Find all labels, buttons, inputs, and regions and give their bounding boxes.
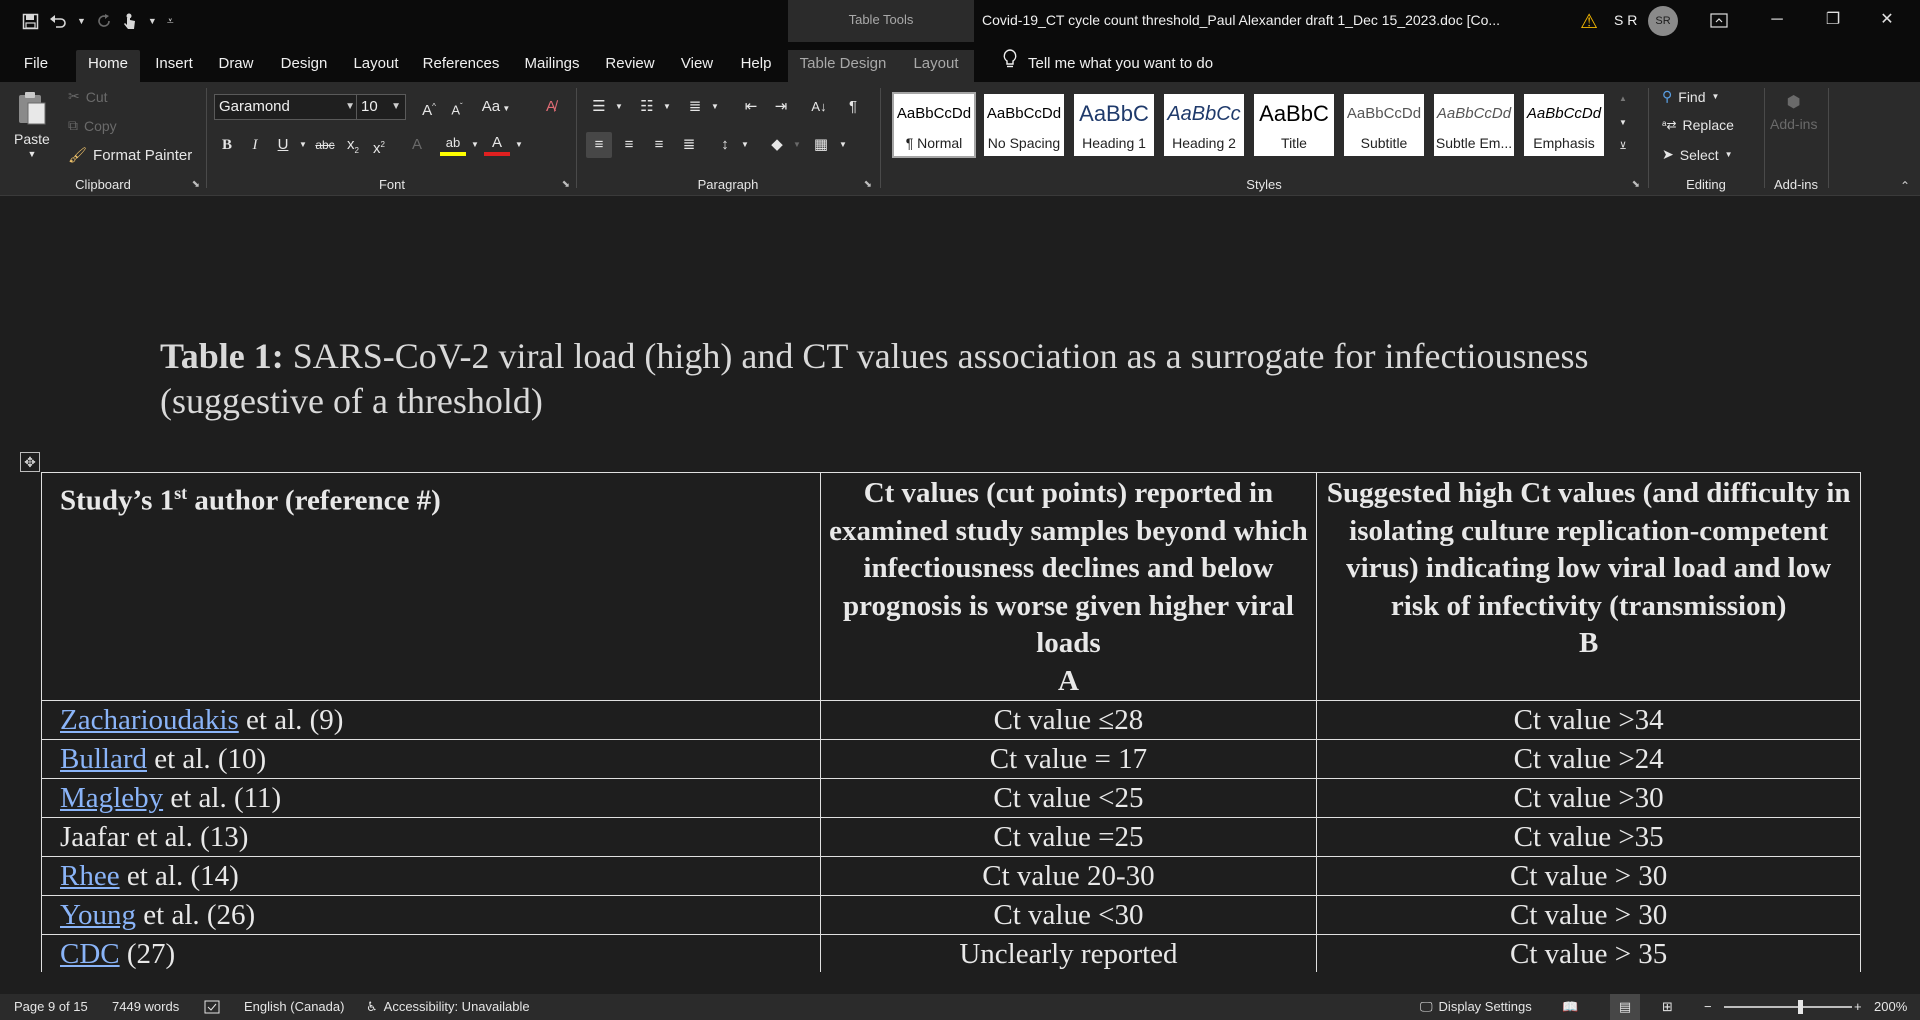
quick-access-toolbar	[22, 8, 174, 34]
styles-launcher-icon[interactable]: ⬊	[1631, 179, 1640, 190]
font-color-icon[interactable]: A	[484, 132, 510, 156]
document-canvas[interactable]	[0, 196, 1920, 972]
style-preview: AaBbCc	[1167, 103, 1241, 125]
close-icon[interactable]: ✕	[1880, 11, 1894, 28]
tab-mailings[interactable]: Mailings	[524, 55, 580, 72]
styles-scroll-up-icon[interactable]: ▲	[1619, 94, 1627, 103]
text-effects-icon: A	[411, 136, 422, 153]
addins-icon: ⬢	[1786, 94, 1801, 111]
cell-suggested-high-ct[interactable]: Ct value > 30	[1317, 857, 1861, 896]
header-text: Study’s 1	[60, 484, 175, 517]
find-dropdown-icon[interactable]: ▼	[1711, 92, 1720, 101]
tab-design[interactable]: Design	[280, 55, 328, 72]
grow-font-icon[interactable]: A^	[422, 102, 436, 119]
author-reference: et al. (11)	[163, 781, 282, 814]
title-bar	[0, 0, 1920, 42]
style-name: Emphasis	[1533, 135, 1595, 151]
numbering-icon[interactable]: ☷	[640, 98, 654, 115]
style-no-spacing[interactable]	[984, 94, 1064, 156]
borders-icon[interactable]: ▦	[813, 136, 829, 153]
table-move-handle-icon[interactable]: ✥	[20, 452, 40, 472]
align-center-icon[interactable]: ≡	[624, 136, 634, 153]
header-study-author[interactable]	[42, 473, 821, 701]
paste-button[interactable]	[14, 90, 50, 159]
warning-icon[interactable]: ⚠	[1580, 11, 1598, 33]
tab-file[interactable]: File	[23, 55, 49, 72]
style-normal[interactable]	[894, 94, 974, 156]
font-name-value: Garamond	[219, 98, 290, 115]
monitor-icon: 🖵	[1420, 999, 1433, 1014]
display-settings-button[interactable]	[1420, 994, 1532, 1020]
font-size-value: 10	[361, 98, 378, 115]
style-preview: AaBbC	[1079, 101, 1149, 126]
tell-me-search[interactable]	[1002, 50, 1213, 78]
print-layout-icon[interactable]: ▤	[1610, 994, 1640, 1020]
author-link[interactable]: Magleby	[60, 781, 164, 814]
cell-study-author[interactable]	[42, 779, 821, 818]
font-group-label: Font	[378, 177, 405, 192]
style-preview: AaBbCcDd	[896, 105, 972, 122]
style-preview: AaBbCcDd	[1436, 105, 1512, 122]
language[interactable]: English (Canada)	[244, 999, 345, 1014]
superscript-icon[interactable]: $x^2$	[373, 140, 385, 157]
cell-study-author[interactable]	[42, 818, 821, 857]
subscript-icon[interactable]: $x_2$	[347, 136, 359, 155]
table-row	[42, 857, 1861, 896]
paragraph-group-label: Paragraph	[697, 177, 759, 192]
style-preview: AaBbCcDd	[1346, 105, 1422, 122]
align-right-icon[interactable]: ≡	[654, 136, 664, 153]
table-row	[42, 701, 1861, 740]
increase-indent-icon[interactable]: ⇥	[774, 98, 788, 115]
ribbon-display-options-icon[interactable]	[1696, 0, 1742, 42]
format-painter-button[interactable]	[68, 146, 192, 164]
tab-help[interactable]: Help	[740, 55, 772, 72]
table-row	[42, 740, 1861, 779]
cut-button	[68, 88, 108, 105]
cell-ct-cut-point[interactable]: Ct value ≤28	[820, 701, 1317, 740]
replace-icon: ᵃ⇄	[1662, 118, 1677, 132]
show-formatting-marks-icon[interactable]: ¶	[848, 98, 858, 115]
touch-mode-dropdown-icon[interactable]: ▼	[147, 16, 157, 26]
accessibility-label: Accessibility: Unavailable	[383, 999, 530, 1014]
styles-scroll-down-icon[interactable]: ▼	[1619, 118, 1627, 127]
cell-suggested-high-ct[interactable]: Ct value >24	[1317, 740, 1861, 779]
ribbon-tabs	[0, 42, 1920, 82]
bold-icon[interactable]: B	[221, 137, 232, 153]
header-column-letter: B	[1578, 627, 1599, 659]
copy-label: Copy	[84, 117, 117, 134]
avatar[interactable]: SR	[1648, 6, 1678, 36]
multilevel-dropdown-icon[interactable]: ▼	[711, 102, 719, 111]
clear-formatting-icon[interactable]: A̸	[545, 98, 556, 115]
display-settings-label: Display Settings	[1438, 999, 1532, 1014]
author-reference: et al. (10)	[147, 742, 267, 775]
proofing-icon[interactable]	[204, 994, 220, 1020]
tab-review[interactable]: Review	[605, 55, 655, 72]
cell-study-author[interactable]	[42, 740, 821, 779]
zoom-slider-thumb[interactable]	[1798, 1000, 1803, 1014]
table-row	[42, 935, 1861, 973]
cell-study-author[interactable]	[42, 701, 821, 740]
zoom-slider[interactable]	[1724, 1006, 1852, 1008]
replace-button[interactable]	[1662, 117, 1734, 133]
select-label: Select	[1679, 146, 1719, 163]
style-preview: AaBbCcDd	[1526, 105, 1602, 122]
table-tools-context: Table Tools	[788, 0, 974, 42]
copy-button	[68, 117, 117, 134]
underline-dropdown-icon[interactable]: ▼	[299, 140, 307, 149]
style-name: Subtitle	[1360, 135, 1408, 151]
strikethrough-icon[interactable]: abc	[315, 138, 335, 152]
cursor-arrow-icon: ➤	[1662, 146, 1674, 162]
align-left-icon[interactable]: ≡	[586, 132, 612, 158]
decrease-indent-icon[interactable]: ⇤	[744, 98, 758, 115]
paintbrush-icon: 🖌	[68, 147, 88, 164]
find-button[interactable]	[1662, 88, 1719, 105]
author-reference: et al. (26)	[136, 898, 256, 931]
paragraph-group	[578, 82, 878, 196]
cell-suggested-high-ct[interactable]: Ct value >34	[1317, 701, 1861, 740]
tab-layout[interactable]: Layout	[353, 55, 399, 72]
font-name-combo[interactable]	[214, 94, 360, 120]
style-name: No Spacing	[987, 135, 1061, 151]
style-name: Subtle Em...	[1435, 135, 1513, 151]
underline-icon[interactable]: U	[277, 136, 289, 153]
editing-group-label: Editing	[1686, 177, 1726, 192]
line-spacing-icon[interactable]: ↕	[721, 136, 729, 153]
document-title: Covid-19_CT cycle count threshold_Paul Alexander draft 1_Dec 15_2023.doc [Co...	[982, 12, 1501, 28]
zoom-in-icon[interactable]: +	[1854, 999, 1862, 1014]
clipboard-group	[0, 82, 206, 196]
author-reference: et al. (13)	[129, 820, 249, 853]
redo-icon	[96, 13, 112, 29]
line-spacing-dropdown-icon[interactable]: ▼	[741, 140, 749, 149]
author-reference: et al. (9)	[238, 703, 344, 736]
header-superscript: st	[174, 483, 188, 503]
shading-dropdown-icon[interactable]: ▼	[793, 140, 801, 149]
header-suggested-high-ct[interactable]	[1317, 473, 1861, 701]
italic-icon[interactable]: I	[252, 137, 258, 153]
style-subtle-emphasis[interactable]	[1434, 94, 1514, 156]
highlight-color-icon[interactable]: ab	[440, 132, 466, 156]
replace-label: Replace	[1682, 117, 1734, 133]
undo-dropdown-icon[interactable]: ▼	[77, 16, 86, 26]
minimize-icon[interactable]: ─	[1771, 11, 1783, 28]
table-row	[42, 896, 1861, 935]
author-link[interactable]: Rhee	[60, 859, 120, 892]
font-color-dropdown-icon[interactable]: ▼	[515, 140, 523, 149]
sort-icon[interactable]: A↓	[811, 99, 827, 114]
style-name: Heading 1	[1082, 135, 1146, 151]
paste-label: Paste	[14, 131, 50, 147]
font-name-dropdown-icon[interactable]: ▼	[345, 101, 355, 112]
addins-group-label: Add-ins	[1773, 177, 1819, 192]
multilevel-list-icon[interactable]: ≣	[688, 98, 702, 115]
table-caption	[160, 334, 1700, 424]
cell-ct-cut-point[interactable]: Ct value =25	[820, 818, 1317, 857]
tab-references[interactable]: References	[422, 55, 500, 72]
addins-group	[1766, 82, 1826, 196]
style-preview: AaBbC	[1259, 101, 1329, 126]
style-name: Heading 2	[1172, 135, 1236, 151]
tab-table-layout[interactable]: Layout	[898, 50, 974, 82]
styles-group	[882, 82, 1646, 196]
lightbulb-icon	[1002, 49, 1018, 79]
cell-study-author[interactable]	[42, 857, 821, 896]
tell-me-label: Tell me what you want to do	[1028, 55, 1214, 72]
table-header-row	[42, 473, 1861, 701]
author-reference: et al. (14)	[119, 859, 239, 892]
cell-suggested-high-ct[interactable]: Ct value > 35	[1317, 935, 1861, 973]
ct-values-table[interactable]	[41, 472, 1861, 972]
cell-ct-cut-point[interactable]: Ct value <30	[820, 896, 1317, 935]
tab-draw[interactable]: Draw	[218, 55, 254, 72]
header-text: Ct values (cut points) reported in examined study samples beyond which infectiousness declines and below prognosis is worse given higher viral loads	[829, 477, 1308, 659]
tab-table-design[interactable]: Table Design	[788, 50, 898, 82]
zoom-level[interactable]: 200%	[1874, 999, 1908, 1014]
find-icon: ⚲	[1662, 88, 1673, 104]
status-bar	[0, 994, 1920, 1020]
borders-dropdown-icon[interactable]: ▼	[839, 140, 847, 149]
font-size-dropdown-icon[interactable]: ▼	[391, 101, 401, 112]
cell-ct-cut-point[interactable]: Ct value 20-30	[820, 857, 1317, 896]
editing-group	[1650, 82, 1762, 196]
style-heading-2[interactable]	[1164, 94, 1244, 156]
addins-button	[1770, 92, 1817, 132]
style-title[interactable]	[1254, 94, 1334, 156]
table-caption-text: SARS-CoV-2 viral load (high) and CT values association as a surrogate for infectiousness (suggestive of a threshold)	[160, 336, 1589, 421]
save-icon[interactable]	[22, 13, 39, 30]
font-group	[208, 82, 576, 196]
paste-dropdown-icon[interactable]: ▼	[27, 149, 37, 159]
zoom-out-icon[interactable]: −	[1704, 999, 1712, 1014]
page-count[interactable]: Page 9 of 15	[14, 999, 88, 1014]
collapse-ribbon-icon[interactable]: ⌃	[1899, 179, 1910, 193]
copy-icon: ⧉	[68, 117, 78, 133]
author-reference: (27)	[119, 937, 176, 970]
clipboard-launcher-icon[interactable]: ⬊	[191, 179, 200, 190]
styles-more-icon[interactable]: ⊻	[1619, 141, 1627, 152]
cell-study-author[interactable]	[42, 896, 821, 935]
style-name: ¶ Normal	[905, 135, 963, 151]
addins-label: Add-ins	[1770, 116, 1818, 132]
style-emphasis[interactable]	[1524, 94, 1604, 156]
scissors-icon: ✂	[68, 88, 80, 104]
tab-view[interactable]: View	[680, 55, 714, 72]
author-link[interactable]: Young	[60, 898, 137, 931]
style-preview: AaBbCcDd	[986, 105, 1062, 122]
header-column-letter: A	[1057, 664, 1079, 697]
horizontal-scroll-area	[0, 972, 1920, 994]
table-row	[42, 818, 1861, 857]
author-name: Jaafar	[60, 820, 130, 853]
paste-icon	[16, 90, 48, 129]
table-caption-label: Table 1:	[160, 336, 284, 376]
clipboard-group-label: Clipboard	[75, 177, 131, 192]
paragraph-launcher-icon[interactable]: ⬊	[863, 179, 872, 190]
ribbon	[0, 82, 1920, 196]
format-painter-label: Format Painter	[93, 146, 193, 164]
header-text: Suggested high Ct values (and difficulty in isolating culture replication-competent virus) indicating low viral load and low risk of infectivity (transmission)	[1326, 477, 1851, 622]
cell-study-author[interactable]	[42, 935, 821, 973]
change-case-button[interactable]: Aa ▼	[481, 98, 511, 115]
tab-insert[interactable]: Insert	[155, 55, 193, 72]
touch-mode-icon[interactable]	[122, 12, 138, 30]
author-link[interactable]: CDC	[60, 937, 120, 970]
author-link[interactable]: Zacharioudakis	[60, 703, 239, 736]
font-launcher-icon[interactable]: ⬊	[561, 179, 570, 190]
style-heading-1[interactable]	[1074, 94, 1154, 156]
highlight-dropdown-icon[interactable]: ▼	[471, 140, 479, 149]
shrink-font-icon[interactable]: $A^ˇ$	[451, 102, 463, 118]
select-button[interactable]	[1662, 146, 1733, 163]
font-size-combo[interactable]	[356, 94, 406, 120]
header-text: author (reference #)	[187, 484, 441, 517]
justify-icon[interactable]: ≣	[682, 136, 696, 153]
cell-ct-cut-point[interactable]: Unclearly reported	[820, 935, 1317, 973]
find-label: Find	[1678, 88, 1706, 105]
cut-label: Cut	[85, 88, 108, 105]
word-count[interactable]: 7449 words	[112, 999, 180, 1014]
user-initials[interactable]: S R	[1614, 12, 1638, 28]
cell-suggested-high-ct[interactable]: Ct value >30	[1317, 779, 1861, 818]
author-link[interactable]: Bullard	[60, 742, 147, 775]
customize-toolbar-icon[interactable]: ⩡	[166, 13, 174, 28]
style-subtitle[interactable]	[1344, 94, 1424, 156]
cell-suggested-high-ct[interactable]: Ct value >35	[1317, 818, 1861, 857]
web-layout-icon[interactable]: ⊞	[1662, 999, 1673, 1014]
restore-icon[interactable]: ❐	[1825, 11, 1841, 28]
numbering-dropdown-icon[interactable]: ▼	[663, 102, 671, 111]
tab-home[interactable]: Home	[76, 50, 140, 82]
select-dropdown-icon[interactable]: ▼	[1724, 150, 1733, 159]
change-case-label: Aa	[481, 98, 501, 115]
undo-icon[interactable]	[49, 13, 67, 29]
table-row	[42, 779, 1861, 818]
accessibility-status[interactable]	[366, 994, 530, 1020]
bullets-dropdown-icon[interactable]: ▼	[615, 102, 623, 111]
cell-suggested-high-ct[interactable]: Ct value > 30	[1317, 896, 1861, 935]
header-ct-cut-points[interactable]	[820, 473, 1317, 701]
styles-group-label: Styles	[1246, 177, 1282, 192]
read-mode-icon[interactable]: 📖	[1562, 999, 1579, 1014]
cell-ct-cut-point[interactable]: Ct value <25	[820, 779, 1317, 818]
bullets-icon[interactable]: ☰	[592, 98, 606, 115]
cell-ct-cut-point[interactable]: Ct value = 17	[820, 740, 1317, 779]
style-name: Title	[1281, 135, 1307, 151]
shading-icon[interactable]: ◆	[771, 136, 783, 153]
accessibility-icon: ♿	[366, 999, 378, 1014]
